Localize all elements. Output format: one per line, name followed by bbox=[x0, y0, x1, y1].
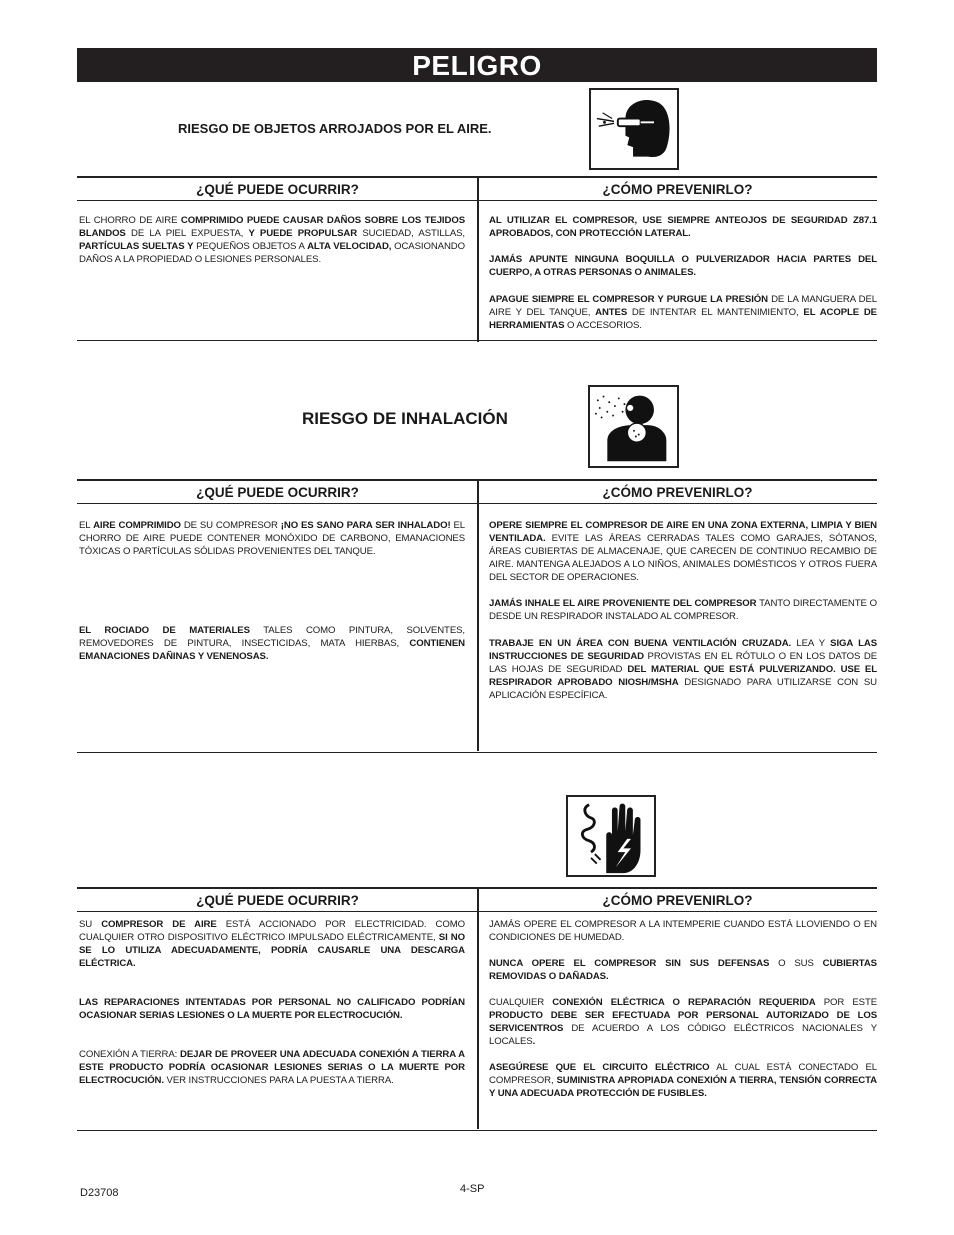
column-divider bbox=[477, 176, 479, 342]
table-bottom-rule bbox=[77, 1130, 877, 1131]
danger-banner: PELIGRO bbox=[77, 48, 877, 82]
what-can-happen-header: ¿QUÉ PUEDE OCURRIR? bbox=[196, 485, 359, 500]
column-divider bbox=[477, 479, 479, 751]
section-1-title: RIESGO DE OBJETOS ARROJADOS POR EL AIRE. bbox=[178, 121, 492, 136]
prevention-paragraph: JAMÁS OPERE EL COMPRESOR A LA INTEMPERIE CUANDO ESTÁ LLOVIENDO O EN CONDICIONES DE HUMEDAD. bbox=[489, 919, 877, 943]
prevention-paragraph: ASEGÚRESE QUE EL CIRCUITO ELÉCTRICO AL CUAL ESTÁ CONECTADO EL COMPRESOR, SUMINISTRA APROPIADA CONEXIÓN A TIERRA, TENSIÓN CORRECTA Y UNA ADECUADA PROTECCIÓN DE FUSIBLES. bbox=[489, 1062, 877, 1099]
prevention-paragraph: JAMÁS INHALE EL AIRE PROVENIENTE DEL COMPRESOR TANTO DIRECTAMENTE O DESDE UN RESPIRADOR INSTALADO AL COMPRESOR. bbox=[489, 598, 877, 622]
risk-paragraph: EL CHORRO DE AIRE COMPRIMIDO PUEDE CAUSAR DAÑOS SOBRE LOS TEJIDOS BLANDOS DE LA PIEL EXPUESTA, Y PUEDE PROPULSAR SUCIEDAD, ASTILLAS, PARTÍCULAS SUELTAS Y PEQUEÑOS OBJETOS A ALTA VELOCIDAD, OCASIONANDO DAÑOS A LA PROPIEDAD O LESIONES PERSONALES. bbox=[79, 215, 465, 265]
risk-paragraph: EL AIRE COMPRIMIDO DE SU COMPRESOR ¡NO ES SANO PARA SER INHALADO! EL CHORRO DE AIRE PUEDE CONTENER MONÓXIDO DE CARBONO, EMANACIONES TÓXICAS O PARTÍCULAS SÓLIDAS PROVENIENTES DEL TANQUE. bbox=[79, 520, 465, 557]
column-divider bbox=[477, 887, 479, 1129]
risk-paragraph: SU COMPRESOR DE AIRE ESTÁ ACCIONADO POR ELECTRICIDAD. COMO CUALQUIER OTRO DISPOSITIVO ELÉCTRICO IMPULSADO ELÉCTRICAMENTE, SI NO SE LO UTILIZA ADECUADAMENTE, PODRÍA CAUSARLE UNA DESCARGA ELÉCTRICA. bbox=[79, 919, 465, 969]
prevention-paragraph: OPERE SIEMPRE EL COMPRESOR DE AIRE EN UNA ZONA EXTERNA, LIMPIA Y BIEN VENTILADA. EVITE LAS ÁREAS CERRADAS TALES COMO GARAJES, SÓTANOS, ÁREAS CUBIERTAS DE ALMACENAJE, QUE CARECEN DE CONTINUO RECAMBIO DE AIRE. MANTENGA ALEJADOS A LO NIÑOS, ANIMALES DOMÉSTICOS Y OTROS FUERA DEL SECTOR DE OPERACIONES. bbox=[489, 520, 877, 583]
how-to-prevent-header: ¿CÓMO PREVENIRLO? bbox=[602, 893, 753, 908]
risk-paragraph: EL ROCIADO DE MATERIALES TALES COMO PINTURA, SOLVENTES, REMOVEDORES DE PINTURA, INSECTICIDAS, MATA HIERBAS, CONTIENEN EMANACIONES DAÑINAS Y VENENOSAS. bbox=[79, 625, 465, 662]
electric-shock-hand-icon bbox=[566, 795, 656, 877]
eye-protection-icon bbox=[589, 88, 679, 170]
prevention-paragraph: AL UTILIZAR EL COMPRESOR, USE SIEMPRE ANTEOJOS DE SEGURIDAD Z87.1 APROBADOS, CON PROTECCIÓN LATERAL. bbox=[489, 215, 877, 239]
prevention-paragraph: JAMÁS APUNTE NINGUNA BOQUILLA O PULVERIZADOR HACIA PARTES DEL CUERPO, A OTRAS PERSONAS O ANIMALES. bbox=[489, 254, 877, 278]
respirator-inhalation-icon bbox=[588, 385, 679, 468]
section-2-title: RIESGO DE INHALACIÓN bbox=[302, 409, 508, 428]
table-bottom-rule bbox=[77, 340, 877, 341]
prevention-paragraph: CUALQUIER CONEXIÓN ELÉCTRICA O REPARACIÓN REQUERIDA POR ESTE PRODUCTO DEBE SER EFECTUADA POR PERSONAL AUTORIZADO DE LOS SERVICENTROS DE ACUERDO A LOS CÓDIGO ELÉCTRICOS NACIONALES Y LOCALES. bbox=[489, 997, 878, 1047]
section-3-table bbox=[77, 887, 877, 1131]
risk-paragraph: CONEXIÓN A TIERRA: DEJAR DE PROVEER UNA ADECUADA CONEXIÓN A TIERRA A ESTE PRODUCTO PODRÍA OCASIONAR LESIONES SERIAS O LA MUERTE POR ELECTROCUCIÓN. VER INSTRUCCIONES PARA LA PUESTA A TIERRA. bbox=[79, 1049, 465, 1086]
what-can-happen-header: ¿QUÉ PUEDE OCURRIR? bbox=[196, 182, 359, 197]
what-can-happen-header: ¿QUÉ PUEDE OCURRIR? bbox=[196, 893, 359, 908]
table-bottom-rule bbox=[77, 752, 877, 753]
document-number: D23708 bbox=[80, 1187, 119, 1199]
page-number: 4-SP bbox=[460, 1183, 485, 1195]
how-to-prevent-header: ¿CÓMO PREVENIRLO? bbox=[602, 485, 753, 500]
prevention-paragraph: TRABAJE EN UN ÁREA CON BUENA VENTILACIÓN CRUZADA. LEA Y SIGA LAS INSTRUCCIONES DE SEGURIDAD PROVISTAS EN EL RÓTULO O EN LOS DATOS DE LAS HOJAS DE SEGURIDAD DEL MATERIAL QUE ESTÁ PULVERIZANDO. USE EL RESPIRADOR APROBADO NIOSH/MSHA DESIGNADO PARA UTILIZARSE CON SU APLICACIÓN ESPECÍFICA. bbox=[489, 638, 878, 701]
section-2-table bbox=[77, 479, 877, 753]
risk-paragraph: LAS REPARACIONES INTENTADAS POR PERSONAL NO CALIFICADO PODRÍAN OCASIONAR SERIAS LESIONES O LA MUERTE POR ELECTROCUCIÓN. bbox=[79, 997, 465, 1021]
prevention-paragraph: APAGUE SIEMPRE EL COMPRESOR Y PURGUE LA PRESIÓN DE LA MANGUERA DEL AIRE Y DEL TANQUE, ANTES DE INTENTAR EL MANTENIMIENTO, EL ACOPLE DE HERRAMIENTAS O ACCESORIOS. bbox=[489, 294, 877, 331]
how-to-prevent-header: ¿CÓMO PREVENIRLO? bbox=[602, 182, 753, 197]
prevention-paragraph: NUNCA OPERE EL COMPRESOR SIN SUS DEFENSAS O SUS CUBIERTAS REMOVIDAS O DAÑADAS. bbox=[489, 958, 877, 982]
section-1-table bbox=[77, 176, 877, 342]
